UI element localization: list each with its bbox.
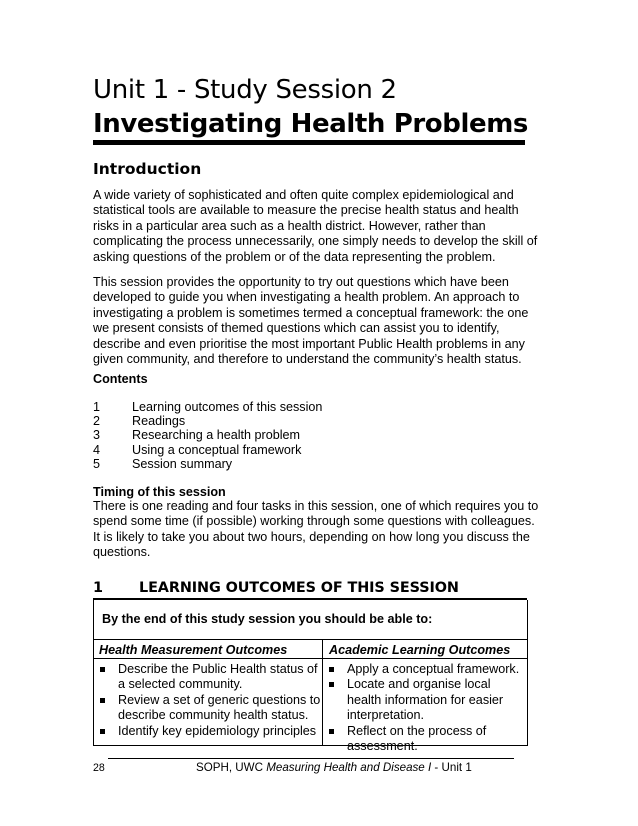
square-bullet-icon — [329, 667, 334, 672]
square-bullet-icon — [100, 729, 105, 734]
introduction-paragraph-2: This session provides the opportunity to try out questions which have been developed to guide you when investigating a health problem. An approach to investigating a problem is sometimes termed a conceptual framework: the one we present consists of themed questions which can assist you to identify, describe and even prioritise the most important Public Health problems in any given community, and therefore to understand the community’s health status. — [93, 275, 529, 367]
introduction-heading: Introduction — [93, 160, 202, 178]
list-item-text: Apply a conceptual framework. — [347, 662, 520, 676]
footer-prefix: SOPH, UWC — [196, 761, 267, 774]
section-heading-text: LEARNING OUTCOMES OF THIS SESSION — [139, 580, 459, 596]
square-bullet-icon — [100, 698, 105, 703]
box-divider — [94, 639, 527, 640]
contents-item — [93, 400, 322, 414]
list-item-text: Describe the Public Health status of a selected community. — [118, 662, 318, 692]
contents-item-number: 3 — [93, 428, 101, 443]
health-outcomes-column-title: Health Measurement Outcomes — [99, 643, 288, 657]
list-item — [99, 724, 321, 739]
list-item-text: Review a set of generic questions to describe community health status. — [118, 692, 321, 723]
contents-item-label: Using a conceptual framework — [132, 442, 302, 457]
list-item — [328, 677, 524, 723]
unit-title: Unit 1 - Study Session 2 — [93, 75, 397, 105]
learning-outcomes-heading — [93, 580, 459, 596]
contents-item — [93, 443, 322, 457]
footer-suffix: - Unit 1 — [431, 761, 472, 774]
square-bullet-icon — [100, 667, 105, 672]
contents-item-label: Readings — [132, 414, 186, 429]
square-bullet-icon — [329, 682, 334, 687]
contents-item-number: 2 — [93, 414, 101, 429]
outcomes-box-intro: By the end of this study session you should be able to: — [102, 612, 433, 626]
list-item — [328, 724, 524, 755]
title-rule — [93, 140, 525, 145]
contents-item-number: 1 — [93, 400, 101, 414]
outcomes-box — [93, 600, 528, 754]
page-number: 28 — [93, 762, 105, 774]
timing-paragraph: There is one reading and four tasks in this session, one of which requires you to spend some time (if possible) working through some questions with colleagues. It is likely to take you about two hours, depending on how long you discuss the questions. — [93, 499, 539, 560]
contents-item-number: 4 — [93, 442, 101, 457]
academic-outcomes-column-title: Academic Learning Outcomes — [329, 643, 511, 657]
contents-list — [93, 400, 322, 471]
list-item-text: Identify key epidemiology principles — [118, 723, 317, 738]
academic-outcomes-list — [328, 662, 524, 754]
list-item — [99, 693, 321, 724]
column-divider — [322, 639, 323, 745]
list-item — [328, 662, 524, 677]
contents-item-label: Session summary — [132, 456, 233, 471]
list-item-text: Reflect on the process of assessment. — [347, 723, 487, 754]
contents-item-label: Learning outcomes of this session — [132, 400, 323, 414]
contents-item-number: 5 — [93, 456, 101, 471]
timing-heading: Timing of this session — [93, 485, 226, 499]
introduction-paragraph-1: A wide variety of sophisticated and often quite complex epidemiological and statistical tools are available to measure the precise health status and health risks in a particular area such as a health district. However, rather than complicating the process unnecessarily, one simply needs to develop the skill of asking questions of the problem or of the data representing the problem. — [93, 188, 538, 264]
footer-rule — [108, 758, 514, 759]
health-outcomes-list — [99, 662, 321, 739]
session-title: Investigating Health Problems — [93, 109, 528, 139]
footer-text — [196, 761, 472, 774]
square-bullet-icon — [329, 729, 334, 734]
column-header-divider — [94, 658, 527, 659]
footer-course-title: Measuring Health and Disease I — [266, 761, 432, 774]
contents-item-label: Researching a health problem — [132, 428, 301, 443]
contents-item — [93, 428, 322, 442]
contents-item — [93, 457, 322, 471]
contents-heading: Contents — [93, 372, 148, 386]
list-item — [99, 662, 321, 693]
section-number: 1 — [93, 580, 103, 596]
list-item-text: Locate and organise local health information for easier interpretation. — [347, 677, 504, 723]
contents-item — [93, 414, 322, 428]
